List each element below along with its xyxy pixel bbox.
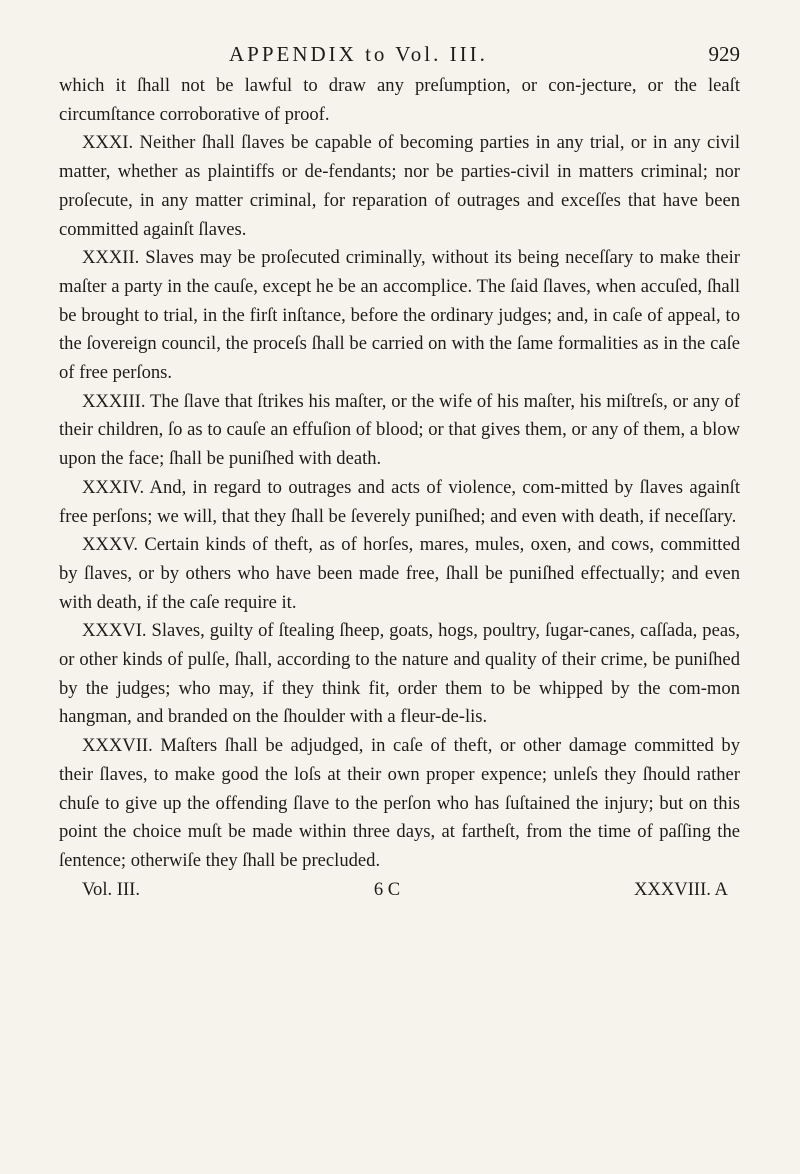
article-xxxvi: XXXVI. Slaves, guilty of ſtealing ſheep, goats, hogs, poultry, ſugar-canes, caſſada, peas, or other kinds of pulſe, ſhall, according to the nature and quality of their crime, be puniſhed by the judges; who may, if they think fit, order them to be whipped by the com-mon hangman, and branded on the ſhoulder with a fleur-de-lis. <box>59 620 740 728</box>
body-text <box>59 72 740 876</box>
page-footer <box>59 876 740 905</box>
running-header <box>59 38 740 72</box>
page-number: 929 <box>708 42 740 66</box>
article-xxxii: XXXII. Slaves may be proſecuted criminally, without its being neceſſary to make their maſter a party in the cauſe, except he be an accomplice. The ſaid ſlaves, when accuſed, ſhall be brought to trial, in the firſt inſtance, before the ordinary judges; and, in caſe of appeal, to the ſovereign council, the proceſs ſhall be carried on with the ſame formalities as in the caſe of free perſons. <box>59 247 740 384</box>
signature-mark: 6 C <box>373 878 401 900</box>
article-xxxiv: XXXIV. And, in regard to outrages and acts of violence, com-mitted by ſlaves againſt free perſons; we will, that they ſhall be ſeverely puniſhed; and even with death, if neceſſary. <box>59 476 740 527</box>
article-xxxi: XXXI. Neither ſhall ſlaves be capable of becoming parties in any trial, or in any civil matter, whether as plaintiffs or de-fendants; nor be parties-civil in matters criminal; nor proſecute, in any matter criminal, for reparation of outrages and exceſſes that have been committed againſt ſlaves. <box>59 132 740 240</box>
article-xxxvii: XXXVII. Maſters ſhall be adjudged, in caſe of theft, or other damage committed by their ſlaves, to make good the loſs at their own proper expence; unleſs they ſhould rather chuſe to give up the offending ſlave to the perſon who has ſuſtained the injury; but on this point the choice muſt be made within three days, at fartheſt, from the time of paſſing the ſentence; otherwiſe they ſhall be precluded. <box>59 735 740 871</box>
volume-label: Vol. III. <box>82 878 141 900</box>
catchword: XXXVIII. A <box>634 878 728 900</box>
article-xxxiii: XXXIII. The ſlave that ſtrikes his maſter, or the wife of his maſter, his miſtreſs, or any of their children, ſo as to cauſe an effuſion of blood; or that gives them, or any of them, a blow upon the face; ſhall be puniſhed with death. <box>59 390 740 470</box>
running-title: APPENDIX to Vol. III. <box>229 42 488 66</box>
article-xxxv: XXXV. Certain kinds of theft, as of horſes, mares, mules, oxen, and cows, committed by ſlaves, or by others who have been made free, ſhall be puniſhed effectually; and even with death, if the caſe require it. <box>59 534 740 613</box>
paragraph-continued: which it ſhall not be lawful to draw any preſumption, or con-jecture, or the leaſt circumſtance corroborative of proof. <box>59 75 740 125</box>
